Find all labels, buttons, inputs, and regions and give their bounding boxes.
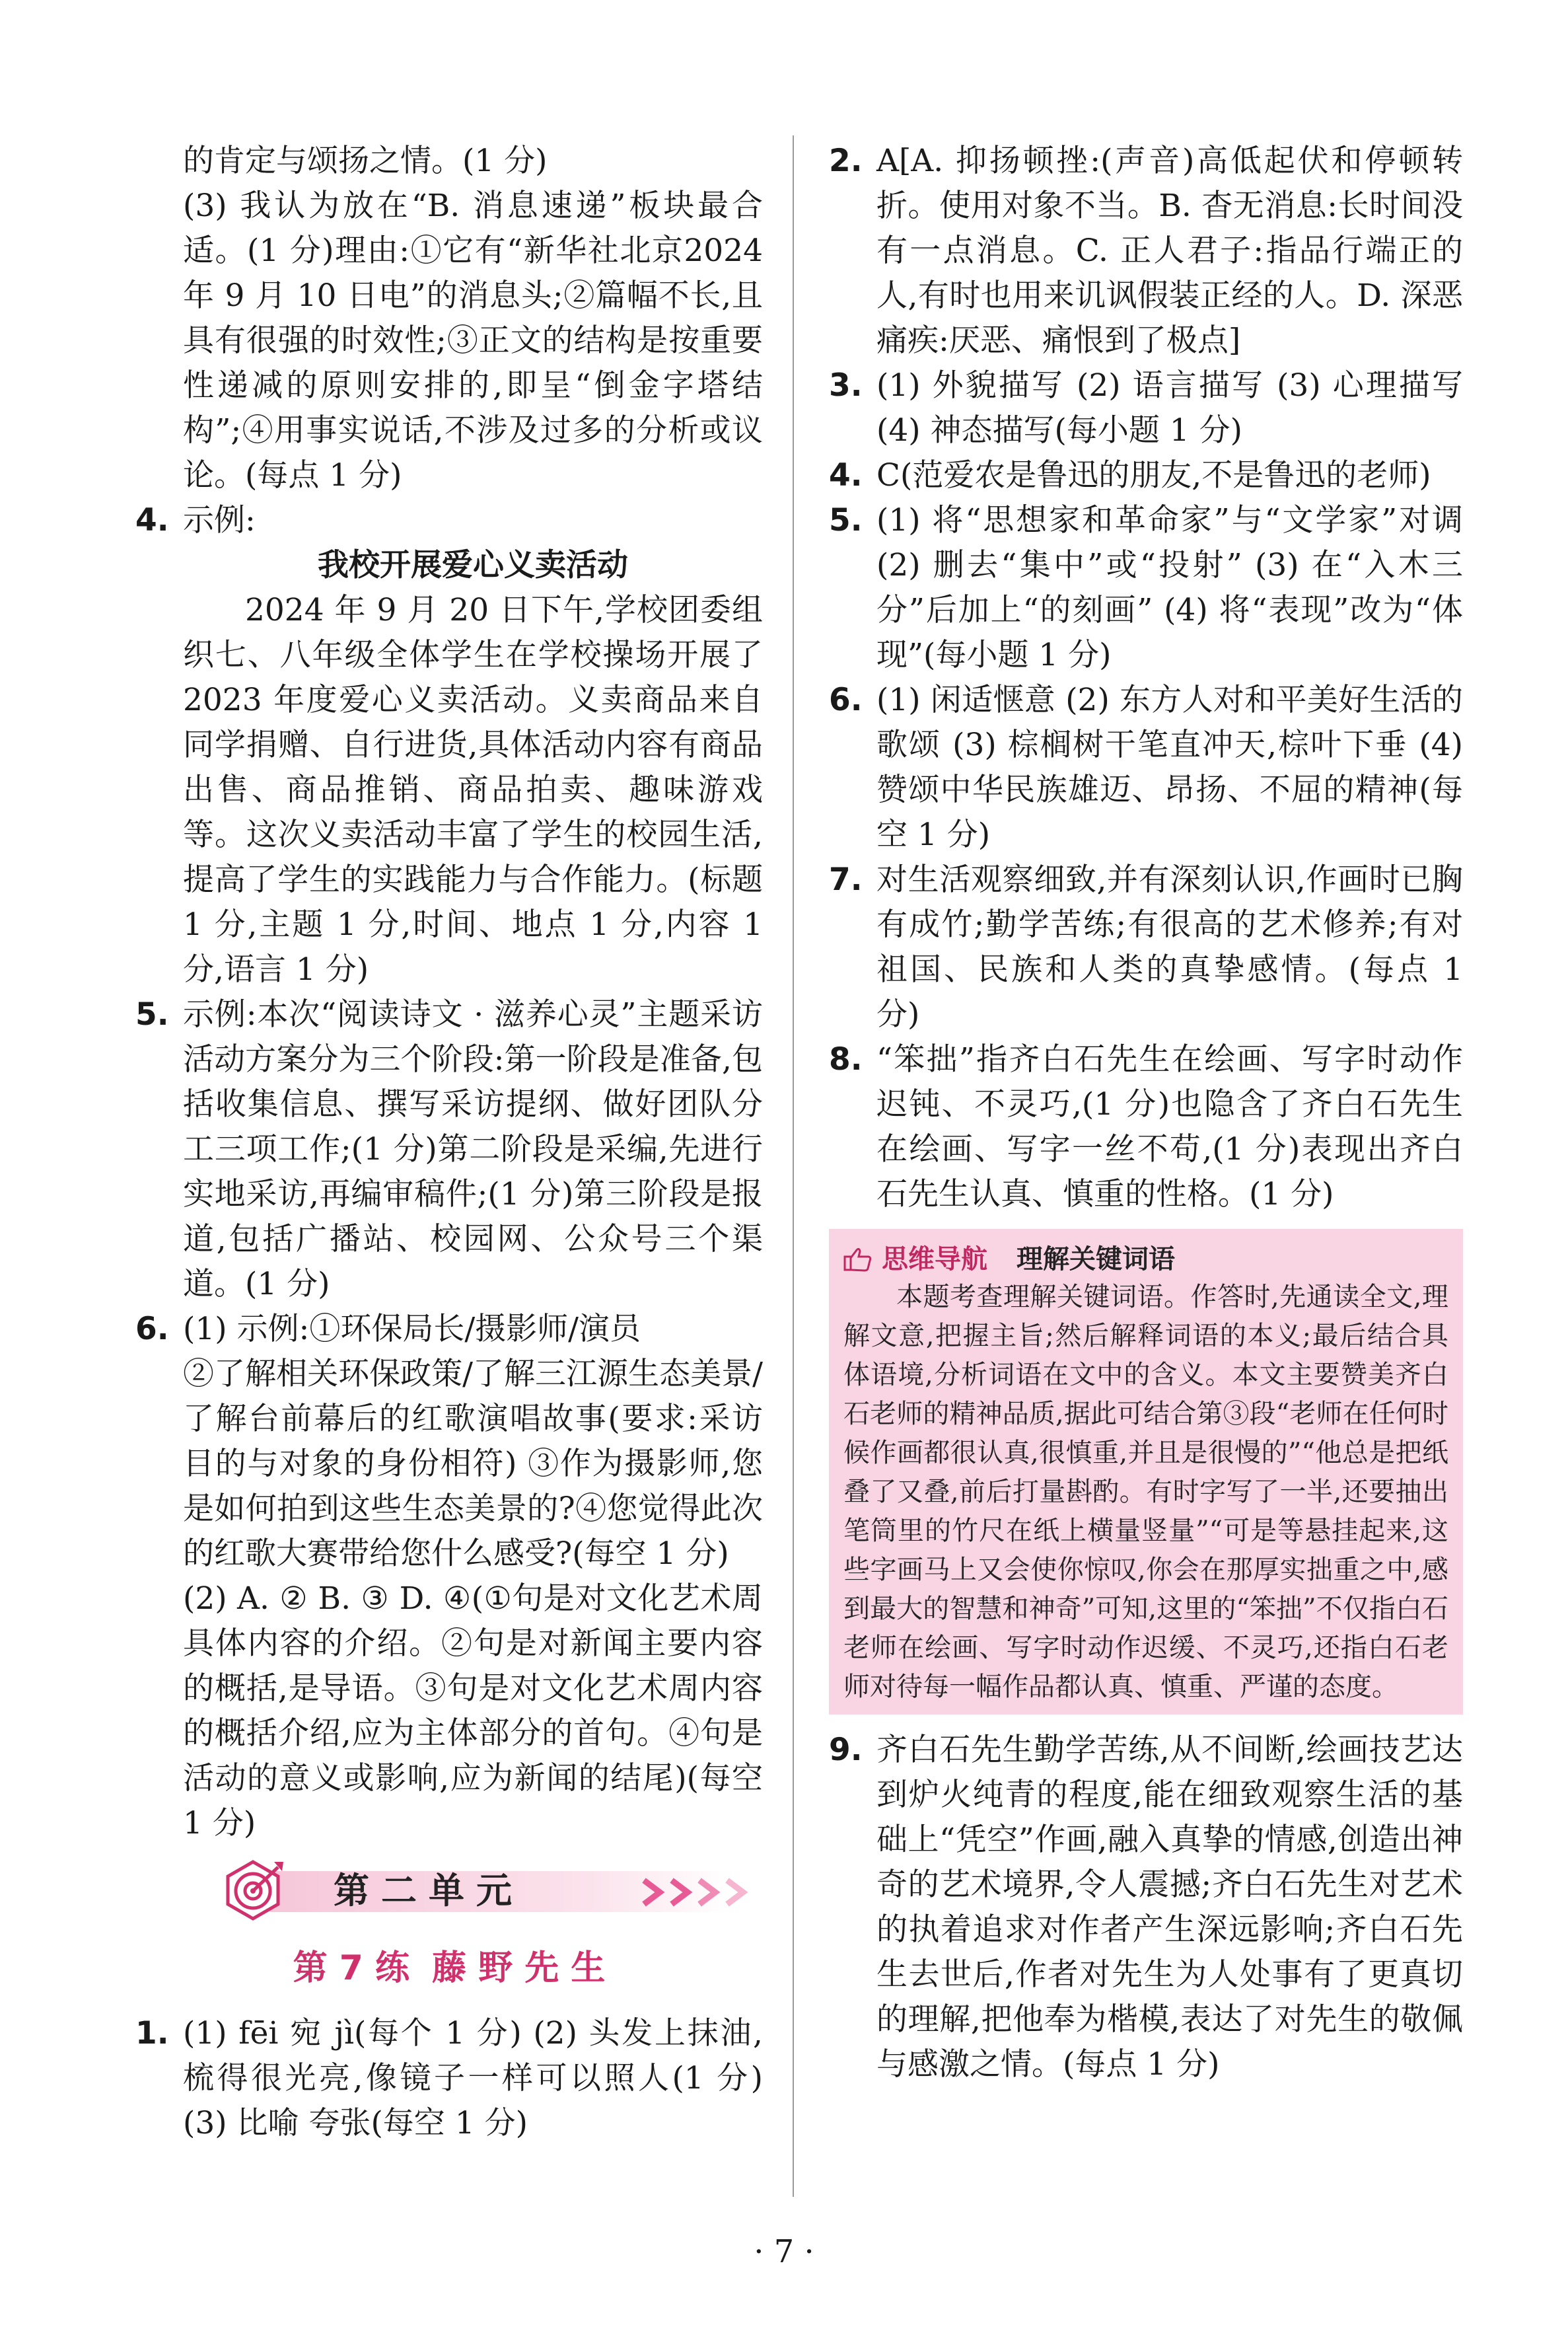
question-number: 6.: [829, 682, 863, 718]
answer-text: 示例:本次“阅读诗文 · 滋养心灵”主题采访活动方案分为三个阶段:第一阶段是准备,包括收集信息、撰写采访提纲、做好团队分工三项工作;(1 分)第二阶段是采编,先进行实地采访,再编审稿件;(1 分)第三阶段是报道,包括广播站、校园网、公众号三个渠道。(1 分): [183, 996, 763, 1302]
question-4: [135, 498, 763, 992]
answer-text: C(范爱农是鲁迅的朋友,不是鲁迅的老师): [876, 457, 1431, 494]
question-number: 4.: [829, 457, 863, 494]
answer-text: (3) 我认为放在“B. 消息速递”板块最合适。(1 分)理由:①它有“新华社北京2024 年 9 月 10 日电”的消息头;②篇幅不长,且具有很强的时效性;③正文的结构是按重要性递减的原则安排的,即呈“倒金字塔结构”;④用事实说话,不涉及过多的分析或议论。(每点 1 分): [183, 188, 763, 494]
question-4: [829, 453, 1463, 498]
tip-body: 本题考查理解关键词语。作答时,先通读全文,理解文意,把握主旨;然后解释词语的本义;最后结合具体语境,分析词语在文中的含义。本文主要赞美齐白石老师的精神品质,据此可结合第③段“老师在任何时候作画都很认真,很慎重,并且是很慢的”“他总是把纸叠了又叠,前后打量斟酌。有时字写了一半,还要抽出笔筒里的竹尺在纸上横量竖量”“可是等悬挂起来,这些字画马上又会使你惊叹,你会在那厚实拙重之中,感到最大的智慧和神奇”可知,这里的“笨拙”不仅指白石老师在绘画、写字时动作迟缓、不灵巧,还指白石老师对待每一幅作品都认真、慎重、严谨的态度。: [843, 1282, 1448, 1702]
tip-topic: 理解关键词语: [1016, 1244, 1175, 1274]
tip-box: [829, 1229, 1463, 1715]
tip-header: [843, 1241, 1448, 1278]
lesson-heading: [135, 1938, 763, 1998]
answer-text: ②了解相关环保政策/了解三江源生态美景/了解台前幕后的红歌演唱故事(要求:采访目的与对象的身份相符) ③作为摄影师,您是如何拍到这些生态美景的?④您觉得此次的红歌大赛带给您什么感受?(每空 1 分): [183, 1356, 763, 1572]
answer-label: 示例:: [183, 502, 256, 538]
answer-text: (1) 闲适惬意 (2) 东方人对和平美好生活的歌颂 (3) 棕榈树干笔直冲天,棕叶下垂 (4) 赞颂中华民族雄迈、昂扬、不屈的精神(每空 1 分): [876, 682, 1463, 853]
target-arrow-icon: [221, 1858, 285, 1921]
question-5: [829, 498, 1463, 678]
unit-banner: [135, 1853, 763, 1925]
question-9: [829, 1728, 1463, 2087]
chevron-arrows-icon: [637, 1878, 756, 1907]
pointing-hand-icon: [843, 1245, 873, 1274]
news-headline: 我校开展爱心义卖活动: [318, 547, 628, 583]
lesson-title: 藤 野 先 生: [432, 1948, 606, 1988]
question-number: 8.: [829, 1041, 863, 1078]
question-1: [135, 2011, 763, 2146]
answer-text: (1) fēi 宛 jì(每个 1 分) (2) 头发上抹油,梳得很光亮,像镜子一样可以照人(1 分) (3) 比喻 夸张(每空 1 分): [183, 2015, 763, 2141]
answer-text: “笨拙”指齐白石先生在绘画、写字时动作迟钝、不灵巧,(1 分)也隐含了齐白石先生在绘画、写字一丝不苟,(1 分)表现出齐白石先生认真、慎重的性格。(1 分): [876, 1041, 1463, 1212]
question-2: [829, 139, 1463, 363]
question-3: [829, 363, 1463, 453]
question-number: 2.: [829, 143, 863, 179]
question-number: 4.: [135, 502, 169, 538]
question-number: 5.: [829, 502, 863, 538]
question-number: 3.: [829, 367, 863, 404]
question-number: 7.: [829, 862, 863, 898]
answer-text: (1) 将“思想家和革命家”与“文学家”对调 (2) 删去“集中”或“投射” (3) 在“入木三分”后加上“的刻画” (4) 将“表现”改为“体现”(每小题 1 分): [876, 502, 1463, 673]
answer-text: 齐白石先生勤学苦练,从不间断,绘画技艺达到炉火纯青的程度,能在细致观察生活的基础上“凭空”作画,融入真挚的情感,创造出神奇的艺术境界,令人震撼;齐白石先生对艺术的执着追求对作者产生深远影响;齐白石先生去世后,作者对先生为人处事有了更真切的理解,把他奉为楷模,表达了对先生的敬佩与感激之情。(每点 1 分): [876, 1732, 1463, 2083]
answer-text: (2) A. ② B. ③ D. ④(①句是对文化艺术周具体内容的介绍。②句是对新闻主要内容的概括,是导语。③句是对文化艺术周内容的概括介绍,应为主体部分的首句。④句是活动的意义或影响,应为新闻的结尾)(每空 1 分): [183, 1580, 763, 1841]
answer-text: 对生活观察细致,并有深刻认识,作画时已胸有成竹;勤学苦练;有很高的艺术修养;有对祖国、民族和人类的真挚感情。(每点 1 分): [876, 862, 1463, 1033]
answer-text: (1) 示例:①环保局长/摄影师/演员: [183, 1311, 641, 1347]
unit-title: 第二单元: [334, 1870, 524, 1911]
tip-label: 思维导航: [882, 1244, 987, 1274]
question-7: [829, 858, 1463, 1037]
question-6: [829, 678, 1463, 858]
question-number: 6.: [135, 1311, 169, 1347]
answer-text: A[A. 抑扬顿挫:(声音)高低起伏和停顿转折。使用对象不当。B. 杳无消息:长时间没有一点消息。C. 正人君子:指品行端正的人,有时也用来讥讽假装正经的人。D. 深恶痛疾:厌恶、痛恨到了极点]: [876, 143, 1463, 359]
question-8: [829, 1037, 1463, 1217]
question-number: 5.: [135, 996, 169, 1033]
page-number: · 7 ·: [754, 2233, 814, 2270]
question-5: [135, 992, 763, 1307]
column-divider: [793, 135, 794, 2197]
question-number: 9.: [829, 1732, 863, 1768]
news-body: 2024 年 9 月 20 日下午,学校团委组织七、八年级全体学生在学校操场开展了 2023 年度爱心义卖活动。义卖商品来自同学捐赠、自行进货,具体活动内容有商品出售、商品推销、商品拍卖、趣味游戏等。这次义卖活动丰富了学生的校园生活,提高了学生的实践能力与合作能力。(标题 1 分,主题 1 分,时间、地点 1 分,内容 1 分,语言 1 分): [183, 592, 763, 988]
right-column: [829, 139, 1463, 2087]
left-column: [135, 139, 763, 2146]
lesson-number: 第 7 练: [293, 1948, 410, 1988]
answer-text: 的肯定与颂扬之情。(1 分): [183, 143, 548, 179]
question-number: 1.: [135, 2015, 169, 2051]
answer-text: (1) 外貌描写 (2) 语言描写 (3) 心理描写 (4) 神态描写(每小题 1 分): [876, 367, 1463, 449]
question-6: [135, 1307, 763, 1846]
